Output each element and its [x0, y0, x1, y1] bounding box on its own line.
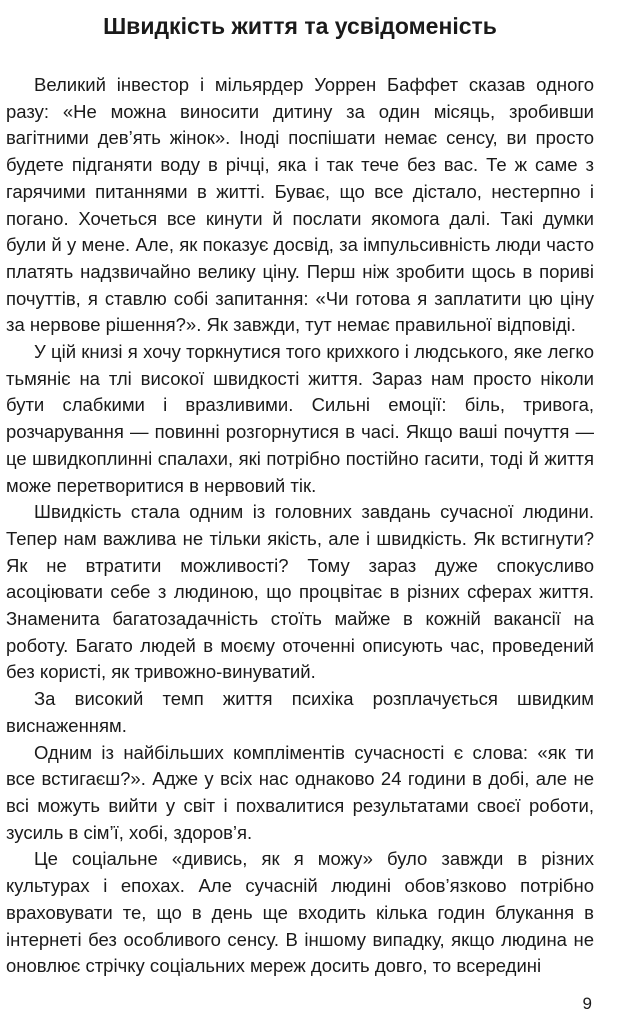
paragraph-6: Це соціальне «дивись, як я можу» було завжди в різних культурах і епохах. Але сучасній людині обов’язково потрібно враховувати те, що в день ще входить кілька годин блукання в інтернеті без особливого сенсу. В іншому випадку, якщо людина не оновлює стрічку соціальних мереж досить довго, то всередині	[6, 848, 594, 977]
paragraph-5: Одним із найбільших компліментів сучасності є слова: «як ти все встигаєш?». Адже у всіх нас однаково 24 години в добі, але не всі можуть вийти у світ і похвалитися результатами своєї роботи, зусиль в сім’ї, хобі, здоров’я.	[6, 741, 594, 843]
paragraph-4: За високий темп життя психіка розплачується швидким виснаженням.	[6, 688, 594, 736]
chapter-title: Швидкість життя та усвідоменість	[103, 13, 497, 39]
page-number: 9	[582, 994, 592, 1013]
body-text	[6, 72, 594, 980]
paragraph-3: Швидкість стала одним із головних завдань сучасної людини. Тепер нам важлива не тільки якість, але і швидкість. Як встигнути? Як не втратити можливості? Тому зараз дуже спокусливо асоціювати себе з людиною, що процвітає в різних сферах життя. Знаменита багатозадачність стоїть майже в кожній вакансії на роботу. Багато людей в моєму оточенні описують час, проведений без користі, як тривожно-винуватий.	[6, 501, 594, 683]
paragraph-1: Великий інвестор і мільярдер Уоррен Баффет сказав одного разу: «Не можна виносити дитину за один місяць, зробивши вагітними дев’ять жінок». Іноді поспішати немає сенсу, ви просто будете підганяти воду в річці, яка і так тече без вас. Те ж саме з гарячими питаннями в житті. Буває, що все дістало, нестерпно і погано. Хочеться все кинути й послати якомога далі. Такі думки були й у мене. Але, як показує досвід, за імпульсивність люди часто платять надзвичайно велику ціну. Перш ніж зробити щось в пориві почуттів, я ставлю собі запитання: «Чи готова я заплатити цю ціну за нервове рішення?». Як завжди, тут немає правильної відповіді.	[6, 74, 594, 336]
paragraph-2: У цій книзі я хочу торкнутися того крихкого і людського, яке легко тьмяніє на тлі високої швидкості життя. Зараз нам просто ніколи бути слабкими і вразливими. Сильні емоції: біль, тривога, розчарування — повинні розгорнутися в часі. Якщо ваші почуття — це швидкоплинні спалахи, які потрібно постійно гасити, тоді й життя може перетворитися в нервовий тік.	[6, 341, 594, 496]
